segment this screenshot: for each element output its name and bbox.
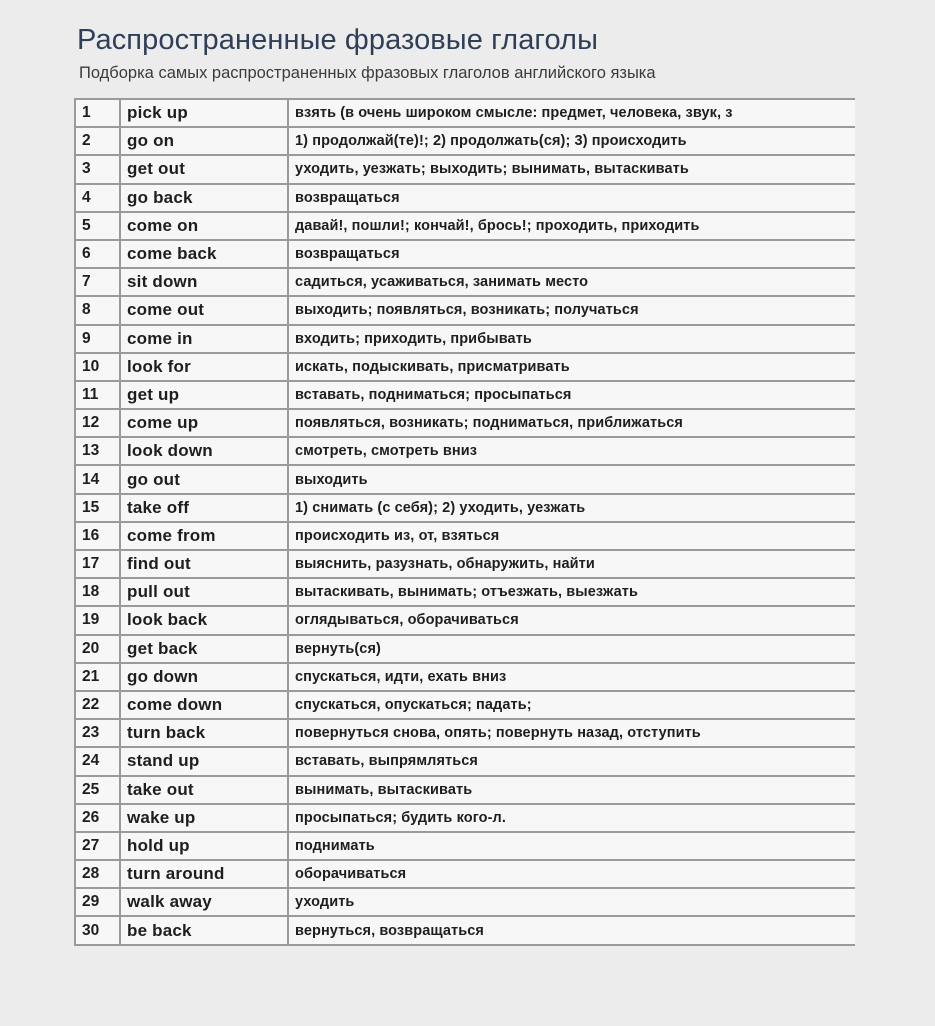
phrasal-verb: look for (120, 353, 288, 381)
translation: уходить, уезжать; выходить; вынимать, вытаскивать (288, 155, 855, 183)
phrasal-verb: go back (120, 184, 288, 212)
row-number: 6 (75, 240, 120, 268)
phrasal-verb: come up (120, 409, 288, 437)
phrasal-verb: come on (120, 212, 288, 240)
phrasal-verb: go down (120, 663, 288, 691)
table-row (75, 155, 855, 183)
table-row (75, 99, 855, 127)
phrasal-verb: go on (120, 127, 288, 155)
translation: спускаться, опускаться; падать; (288, 691, 855, 719)
row-number: 20 (75, 635, 120, 663)
phrasal-verb: look down (120, 437, 288, 465)
phrasal-verb: find out (120, 550, 288, 578)
row-number: 19 (75, 606, 120, 634)
table-body (75, 99, 855, 945)
row-number: 7 (75, 268, 120, 296)
translation: смотреть, смотреть вниз (288, 437, 855, 465)
translation: вытаскивать, вынимать; отъезжать, выезжать (288, 578, 855, 606)
translation: искать, подыскивать, присматривать (288, 353, 855, 381)
phrasal-verb: go out (120, 465, 288, 493)
row-number: 1 (75, 99, 120, 127)
table-row (75, 409, 855, 437)
phrasal-verbs-table (74, 98, 855, 946)
translation: повернуться снова, опять; повернуть назад, отступить (288, 719, 855, 747)
phrasal-verb: stand up (120, 747, 288, 775)
translation: возвращаться (288, 184, 855, 212)
table-row (75, 240, 855, 268)
translation: просыпаться; будить кого-л. (288, 804, 855, 832)
table-row (75, 606, 855, 634)
phrasal-verb: turn around (120, 860, 288, 888)
table-row (75, 184, 855, 212)
row-number: 17 (75, 550, 120, 578)
translation: выяснить, разузнать, обнаружить, найти (288, 550, 855, 578)
row-number: 23 (75, 719, 120, 747)
phrasal-verb: come out (120, 296, 288, 324)
row-number: 21 (75, 663, 120, 691)
phrasal-verb: pull out (120, 578, 288, 606)
table-row (75, 804, 855, 832)
row-number: 13 (75, 437, 120, 465)
table-row (75, 522, 855, 550)
row-number: 27 (75, 832, 120, 860)
phrasal-verb: get out (120, 155, 288, 183)
table-row (75, 437, 855, 465)
table-row (75, 691, 855, 719)
row-number: 8 (75, 296, 120, 324)
row-number: 9 (75, 325, 120, 353)
row-number: 11 (75, 381, 120, 409)
translation: вставать, подниматься; просыпаться (288, 381, 855, 409)
table-row (75, 465, 855, 493)
table-row (75, 268, 855, 296)
translation: вернуться, возвращаться (288, 916, 855, 944)
translation: вернуть(ся) (288, 635, 855, 663)
phrasal-verb: pick up (120, 99, 288, 127)
row-number: 3 (75, 155, 120, 183)
translation: спускаться, идти, ехать вниз (288, 663, 855, 691)
row-number: 12 (75, 409, 120, 437)
translation: взять (в очень широком смысле: предмет, человека, звук, з (288, 99, 855, 127)
phrasal-verb: get up (120, 381, 288, 409)
row-number: 25 (75, 776, 120, 804)
translation: давай!, пошли!; кончай!, брось!; проходить, приходить (288, 212, 855, 240)
translation: уходить (288, 888, 855, 916)
table-row (75, 916, 855, 944)
phrasal-verb: come down (120, 691, 288, 719)
phrasal-verb: walk away (120, 888, 288, 916)
table-row (75, 212, 855, 240)
translation: появляться, возникать; подниматься, приближаться (288, 409, 855, 437)
phrasal-verb: turn back (120, 719, 288, 747)
translation: 1) продолжай(те)!; 2) продолжать(ся); 3) происходить (288, 127, 855, 155)
translation: вставать, выпрямляться (288, 747, 855, 775)
translation: оглядываться, оборачиваться (288, 606, 855, 634)
table-row (75, 832, 855, 860)
table-row (75, 747, 855, 775)
row-number: 16 (75, 522, 120, 550)
translation: вынимать, вытаскивать (288, 776, 855, 804)
table-row (75, 381, 855, 409)
translation: оборачиваться (288, 860, 855, 888)
translation: выходить; появляться, возникать; получаться (288, 296, 855, 324)
phrasal-verb: come in (120, 325, 288, 353)
row-number: 30 (75, 916, 120, 944)
table-row (75, 353, 855, 381)
table-row (75, 888, 855, 916)
translation: садиться, усаживаться, занимать место (288, 268, 855, 296)
table-row (75, 578, 855, 606)
table-row (75, 550, 855, 578)
phrasal-verbs-table-container (74, 98, 855, 1026)
table-row (75, 296, 855, 324)
row-number: 10 (75, 353, 120, 381)
table-row (75, 325, 855, 353)
phrasal-verb: come from (120, 522, 288, 550)
page-header (77, 22, 927, 84)
row-number: 24 (75, 747, 120, 775)
phrasal-verb: sit down (120, 268, 288, 296)
phrasal-verb: be back (120, 916, 288, 944)
phrasal-verb: wake up (120, 804, 288, 832)
translation: возвращаться (288, 240, 855, 268)
page-title: Распространенные фразовые глаголы (77, 24, 599, 56)
row-number: 14 (75, 465, 120, 493)
phrasal-verb: come back (120, 240, 288, 268)
phrasal-verb: take off (120, 494, 288, 522)
phrasal-verb: look back (120, 606, 288, 634)
phrasal-verb: hold up (120, 832, 288, 860)
translation: поднимать (288, 832, 855, 860)
phrasal-verb: take out (120, 776, 288, 804)
row-number: 26 (75, 804, 120, 832)
row-number: 28 (75, 860, 120, 888)
row-number: 22 (75, 691, 120, 719)
table-row (75, 635, 855, 663)
row-number: 4 (75, 184, 120, 212)
table-row (75, 127, 855, 155)
table-row (75, 719, 855, 747)
table-row (75, 860, 855, 888)
table-row (75, 494, 855, 522)
row-number: 5 (75, 212, 120, 240)
row-number: 29 (75, 888, 120, 916)
table-row (75, 663, 855, 691)
translation: выходить (288, 465, 855, 493)
translation: входить; приходить, прибывать (288, 325, 855, 353)
page-subtitle: Подборка самых распространенных фразовых глаголов английского языка (79, 64, 656, 82)
phrasal-verb: get back (120, 635, 288, 663)
row-number: 2 (75, 127, 120, 155)
table-row (75, 776, 855, 804)
row-number: 18 (75, 578, 120, 606)
translation: 1) снимать (с себя); 2) уходить, уезжать (288, 494, 855, 522)
translation: происходить из, от, взяться (288, 522, 855, 550)
row-number: 15 (75, 494, 120, 522)
